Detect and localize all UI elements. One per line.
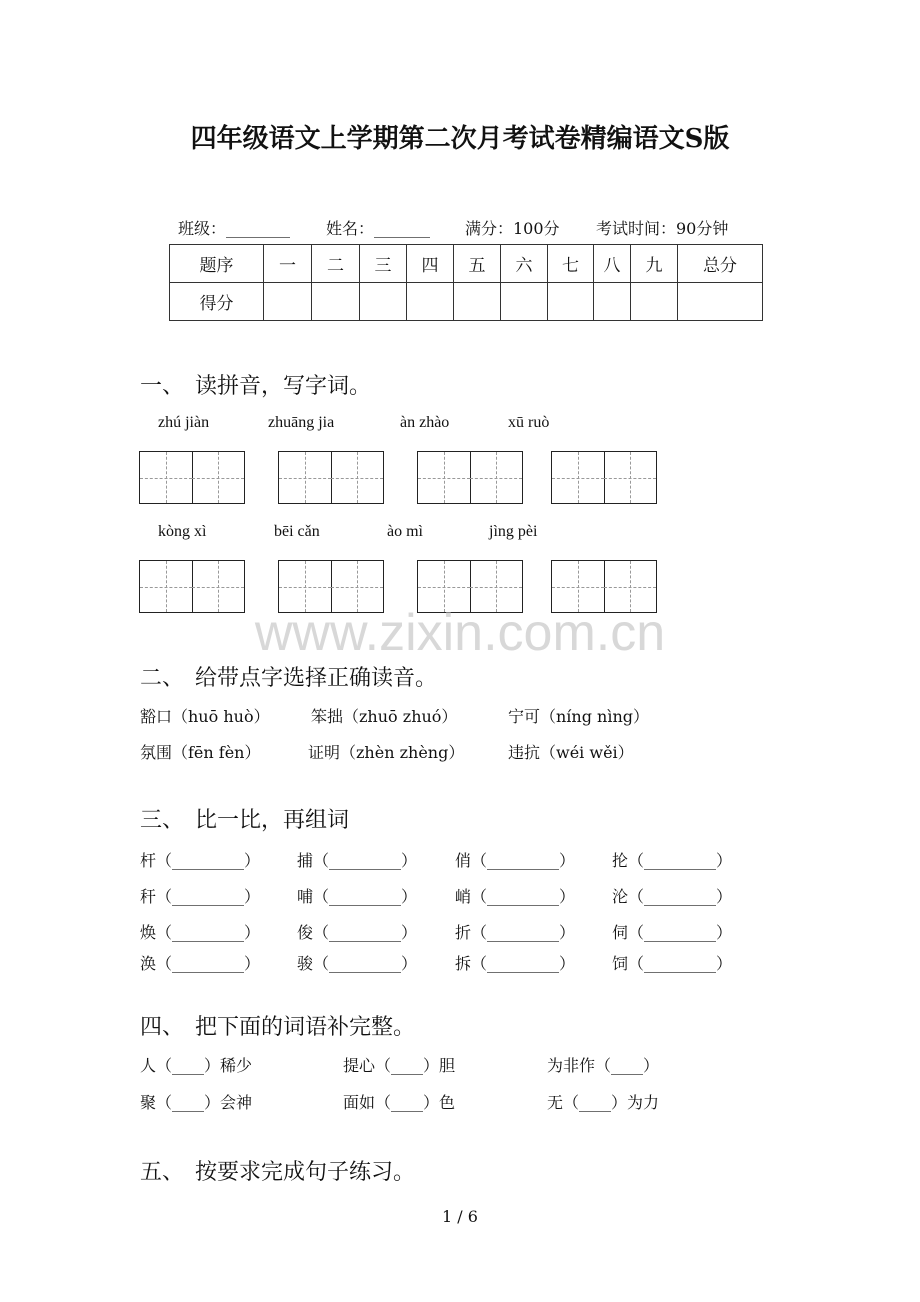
table-header-cell: 五 <box>454 245 501 283</box>
table-header-row <box>170 245 763 283</box>
table-header-cell: 九 <box>631 245 678 283</box>
writing-grid[interactable] <box>417 451 523 504</box>
table-header-cell: 七 <box>548 245 594 283</box>
grid-cell[interactable] <box>604 452 656 503</box>
word-blank[interactable]: 涣（_________） <box>140 954 261 973</box>
idiom-blank[interactable]: 聚（____）会神 <box>140 1093 253 1112</box>
section-5-title: 五、 按要求完成句子练习。 <box>140 1160 416 1185</box>
score-row-label: 得分 <box>170 283 264 321</box>
score-cell[interactable] <box>360 283 407 321</box>
pinyin-label: àn zhào <box>400 414 450 431</box>
word-blank[interactable]: 抡（_________） <box>612 851 733 870</box>
word-blank[interactable]: 俊（_________） <box>297 923 418 942</box>
table-header-cell: 总分 <box>678 245 763 283</box>
grid-cell[interactable] <box>552 452 605 503</box>
table-score-row <box>170 283 763 321</box>
word-blank[interactable]: 饲（_________） <box>612 954 733 973</box>
idiom-blank[interactable]: 人（____）稀少 <box>140 1056 253 1075</box>
idiom-blank[interactable]: 面如（____）色 <box>343 1093 456 1112</box>
grid-cell[interactable] <box>470 452 522 503</box>
exam-time: 考试时间：90分钟 <box>596 219 729 238</box>
class-field: 班级：________ <box>178 219 291 238</box>
idiom-blank[interactable]: 为非作（____） <box>547 1056 660 1075</box>
score-cell[interactable] <box>264 283 312 321</box>
score-cell[interactable] <box>631 283 678 321</box>
name-field: 姓名：_______ <box>326 219 431 238</box>
word-blank[interactable]: 骏（_________） <box>297 954 418 973</box>
pronunciation-item: 豁口（huō huò） <box>140 707 270 726</box>
score-cell[interactable] <box>407 283 454 321</box>
pinyin-label: zhú jiàn <box>158 414 210 431</box>
score-cell[interactable] <box>501 283 548 321</box>
score-cell[interactable] <box>548 283 594 321</box>
pronunciation-item: 笨拙（zhuō zhuó） <box>311 707 458 726</box>
score-cell[interactable] <box>312 283 360 321</box>
watermark: www.zixin.com.cn <box>254 604 666 662</box>
idiom-blank[interactable]: 提心（____）胆 <box>343 1056 456 1075</box>
table-header-cell: 一 <box>264 245 312 283</box>
writing-grid[interactable] <box>278 451 384 504</box>
word-blank[interactable]: 杆（_________） <box>140 851 261 870</box>
grid-cell[interactable] <box>331 452 383 503</box>
writing-grid[interactable] <box>139 451 245 504</box>
pinyin-label: kòng xì <box>158 523 207 540</box>
word-blank[interactable]: 峭（_________） <box>455 887 576 906</box>
word-blank[interactable]: 折（_________） <box>455 923 576 942</box>
word-blank[interactable]: 哺（_________） <box>297 887 418 906</box>
grid-cell[interactable] <box>192 452 244 503</box>
table-header-cell: 八 <box>594 245 631 283</box>
word-blank[interactable]: 俏（_________） <box>455 851 576 870</box>
table-header-cell: 题序 <box>170 245 264 283</box>
table-header-cell: 二 <box>312 245 360 283</box>
section-2-title: 二、 给带点字选择正确读音。 <box>140 666 438 691</box>
pronunciation-item: 违抗（wéi wěi） <box>508 743 634 762</box>
score-table <box>169 244 763 321</box>
grid-cell[interactable] <box>140 452 193 503</box>
full-score: 满分：100分 <box>465 219 560 238</box>
grid-cell[interactable] <box>279 452 332 503</box>
writing-grid[interactable] <box>551 451 657 504</box>
section-3-title: 三、 比一比，再组词 <box>140 808 350 833</box>
pinyin-label: bēi cǎn <box>274 523 320 540</box>
grid-cell[interactable] <box>418 452 471 503</box>
table-header-cell: 四 <box>407 245 454 283</box>
score-cell[interactable] <box>454 283 501 321</box>
page-title: 四年级语文上学期第二次月考试卷精编语文S版 <box>190 124 730 154</box>
score-cell[interactable] <box>678 283 763 321</box>
page-number: 1 / 6 <box>442 1207 478 1226</box>
idiom-blank[interactable]: 无（____）为力 <box>547 1093 660 1112</box>
section-1-title: 一、 读拼音，写字词。 <box>140 374 372 399</box>
word-blank[interactable]: 焕（_________） <box>140 923 261 942</box>
section-4-title: 四、 把下面的词语补完整。 <box>140 1015 416 1040</box>
pinyin-label: zhuāng jia <box>268 414 335 431</box>
word-blank[interactable]: 沦（_________） <box>612 887 733 906</box>
pinyin-label: jìng pèi <box>489 523 538 540</box>
pinyin-label: xū ruò <box>508 414 550 431</box>
pronunciation-item: 宁可（níng nìng） <box>508 707 650 726</box>
word-blank[interactable]: 秆（_________） <box>140 887 261 906</box>
pinyin-label: ào mì <box>387 523 423 540</box>
pronunciation-item: 氛围（fēn fèn） <box>140 743 261 762</box>
table-header-cell: 三 <box>360 245 407 283</box>
score-cell[interactable] <box>594 283 631 321</box>
table-header-cell: 六 <box>501 245 548 283</box>
pronunciation-item: 证明（zhèn zhèng） <box>308 743 465 762</box>
word-blank[interactable]: 伺（_________） <box>612 923 733 942</box>
word-blank[interactable]: 捕（_________） <box>297 851 418 870</box>
word-blank[interactable]: 拆（_________） <box>455 954 576 973</box>
